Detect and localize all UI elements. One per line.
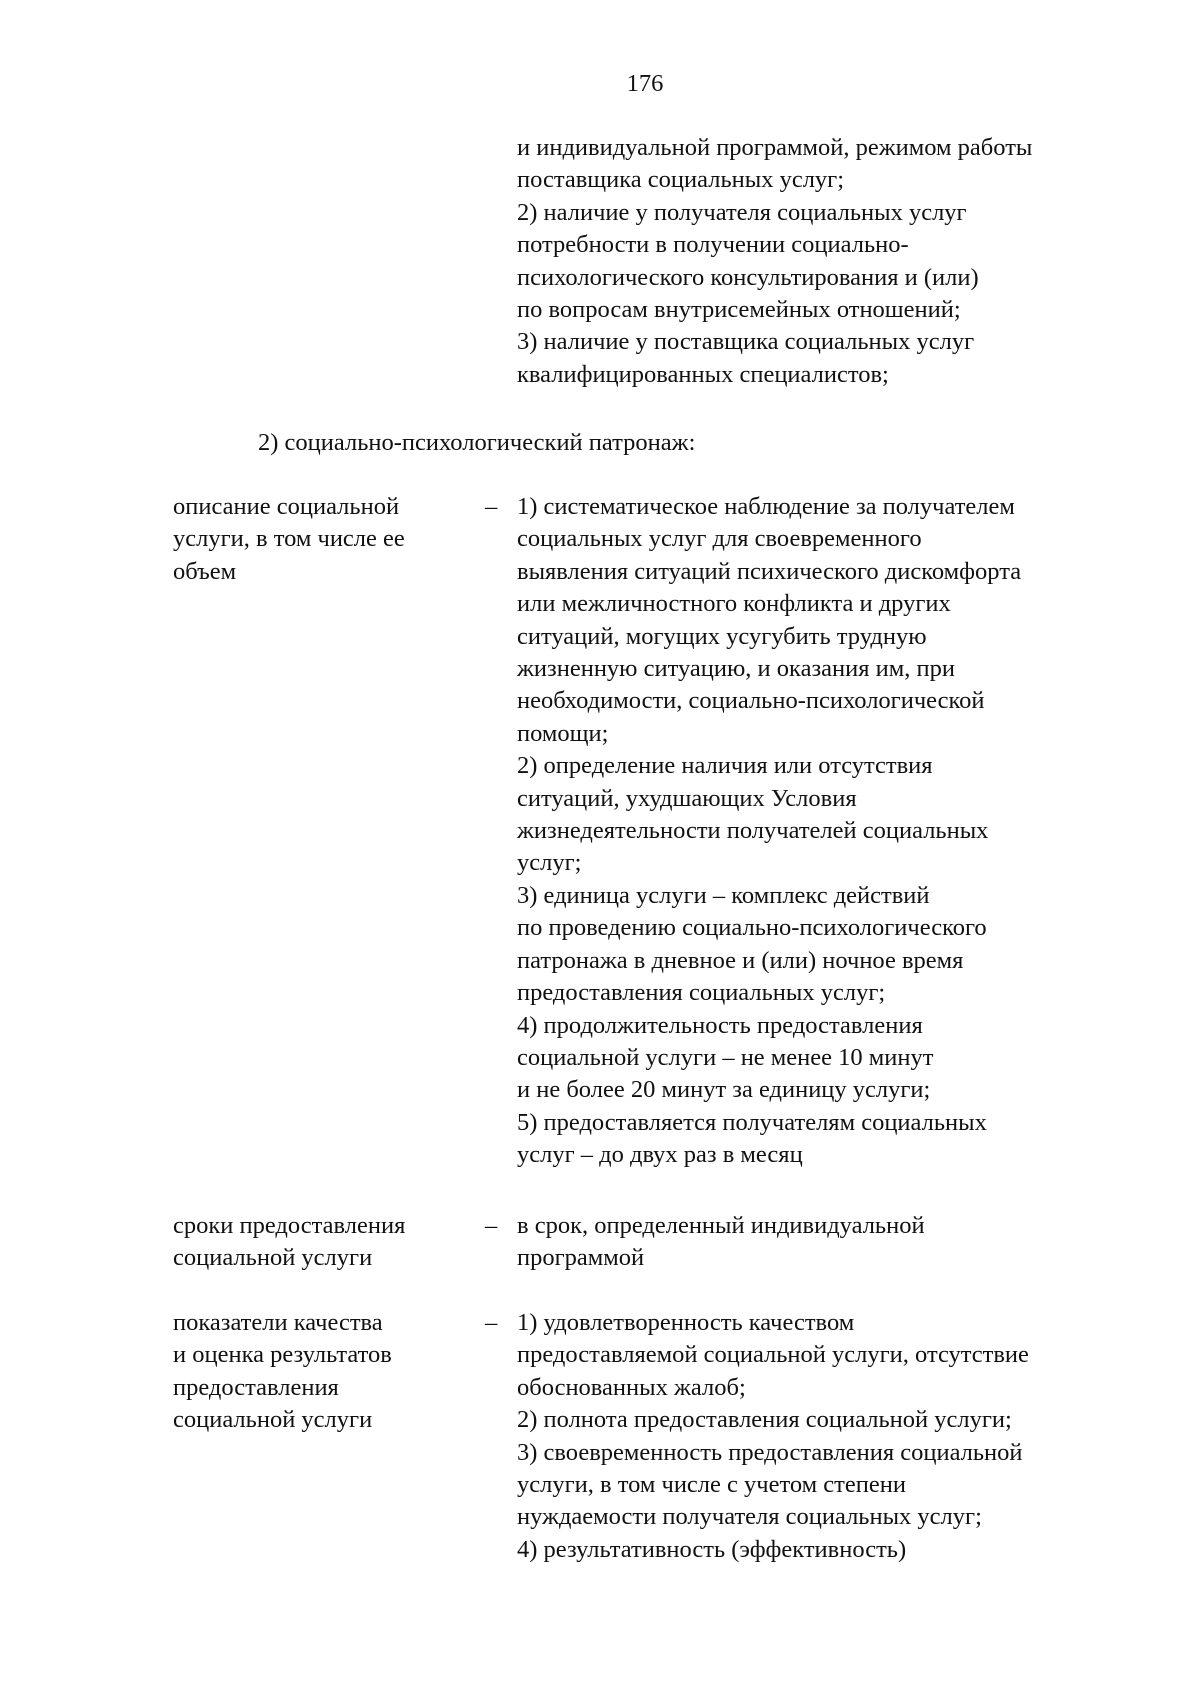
row-dash: – [485, 493, 498, 520]
value-line: предоставляемой социальной услуги, отсутствие [517, 1341, 1029, 1369]
row-label [173, 1307, 463, 1437]
value-line: 5) предоставляется получателям социальных [517, 1108, 987, 1136]
text-line: 2) наличие у получателя социальных услуг [517, 198, 967, 226]
value-line: социальных услуг для своевременного [517, 525, 922, 553]
section-heading: 2) социально-психологический патронаж: [258, 429, 696, 456]
text-line: потребности в получении социально- [517, 231, 909, 259]
label-line: и оценка результатов [173, 1341, 392, 1369]
value-line: 1) удовлетворенность качеством [517, 1309, 855, 1336]
text-line: и индивидуальной программой, режимом работы [517, 134, 1033, 161]
value-line: необходимости, социально-психологической [517, 687, 985, 715]
text-line: 3) наличие у поставщика социальных услуг [517, 328, 975, 356]
row-value [517, 1210, 1177, 1275]
text-line: квалифицированных специалистов; [517, 360, 889, 388]
row-value [517, 491, 1177, 1172]
label-line: предоставления [173, 1373, 339, 1401]
value-line: по проведению социально-психологического [517, 914, 987, 942]
value-line: в срок, определенный индивидуальной [517, 1212, 925, 1239]
value-line: социальной услуги – не менее 10 минут [517, 1043, 934, 1071]
value-line: 3) единица услуги – комплекс действий [517, 881, 930, 909]
text-line: психологического консультирования и (или) [517, 263, 979, 291]
value-line: услуг – до двух раз в месяц [517, 1141, 803, 1169]
label-line: сроки предоставления [173, 1212, 406, 1239]
label-line: описание социальной [173, 493, 400, 520]
label-line: услуги, в том числе ее [173, 525, 405, 553]
value-line: 4) результативность (эффективность) [517, 1535, 907, 1563]
value-line: 2) полнота предоставления социальной услуги; [517, 1406, 1012, 1434]
text-line: по вопросам внутрисемейных отношений; [517, 296, 961, 324]
value-line: обоснованных жалоб; [517, 1373, 746, 1401]
value-line: 2) определение наличия или отсутствия [517, 752, 933, 780]
row-dash: – [485, 1212, 498, 1239]
value-line: патронажа в дневное и (или) ночное время [517, 946, 964, 974]
value-line: нуждаемости получателя социальных услуг; [517, 1503, 982, 1531]
value-line: услуг; [517, 849, 582, 877]
value-line: программой [517, 1244, 645, 1272]
text-line: поставщика социальных услуг; [517, 166, 845, 194]
value-line: жизнедеятельности получателей социальных [517, 817, 989, 845]
value-line: помощи; [517, 719, 609, 747]
value-line: и не более 20 минут за единицу услуги; [517, 1076, 931, 1104]
value-line: предоставления социальных услуг; [517, 979, 886, 1007]
label-line: объем [173, 557, 237, 585]
value-line: ситуаций, могущих усугубить трудную [517, 622, 927, 650]
page-number: 176 [626, 70, 664, 97]
value-line: 3) своевременность предоставления социальной [517, 1438, 1023, 1466]
value-line: выявления ситуаций психического дискомфорта [517, 557, 1022, 585]
value-line: ситуаций, ухудшающих Условия [517, 784, 857, 812]
label-line: показатели качества [173, 1309, 383, 1336]
value-line: жизненную ситуацию, и оказания им, при [517, 655, 955, 683]
row-label [173, 491, 463, 588]
intro-text-block [517, 132, 1177, 391]
value-line: услуги, в том числе с учетом степени [517, 1471, 906, 1499]
value-line: или межличностного конфликта и других [517, 590, 951, 618]
value-line: 4) продолжительность предоставления [517, 1011, 923, 1039]
row-value [517, 1307, 1177, 1566]
label-line: социальной услуги [173, 1244, 373, 1272]
row-dash: – [485, 1309, 498, 1336]
label-line: социальной услуги [173, 1406, 373, 1434]
row-label [173, 1210, 463, 1275]
value-line: 1) систематическое наблюдение за получателем [517, 493, 1015, 520]
